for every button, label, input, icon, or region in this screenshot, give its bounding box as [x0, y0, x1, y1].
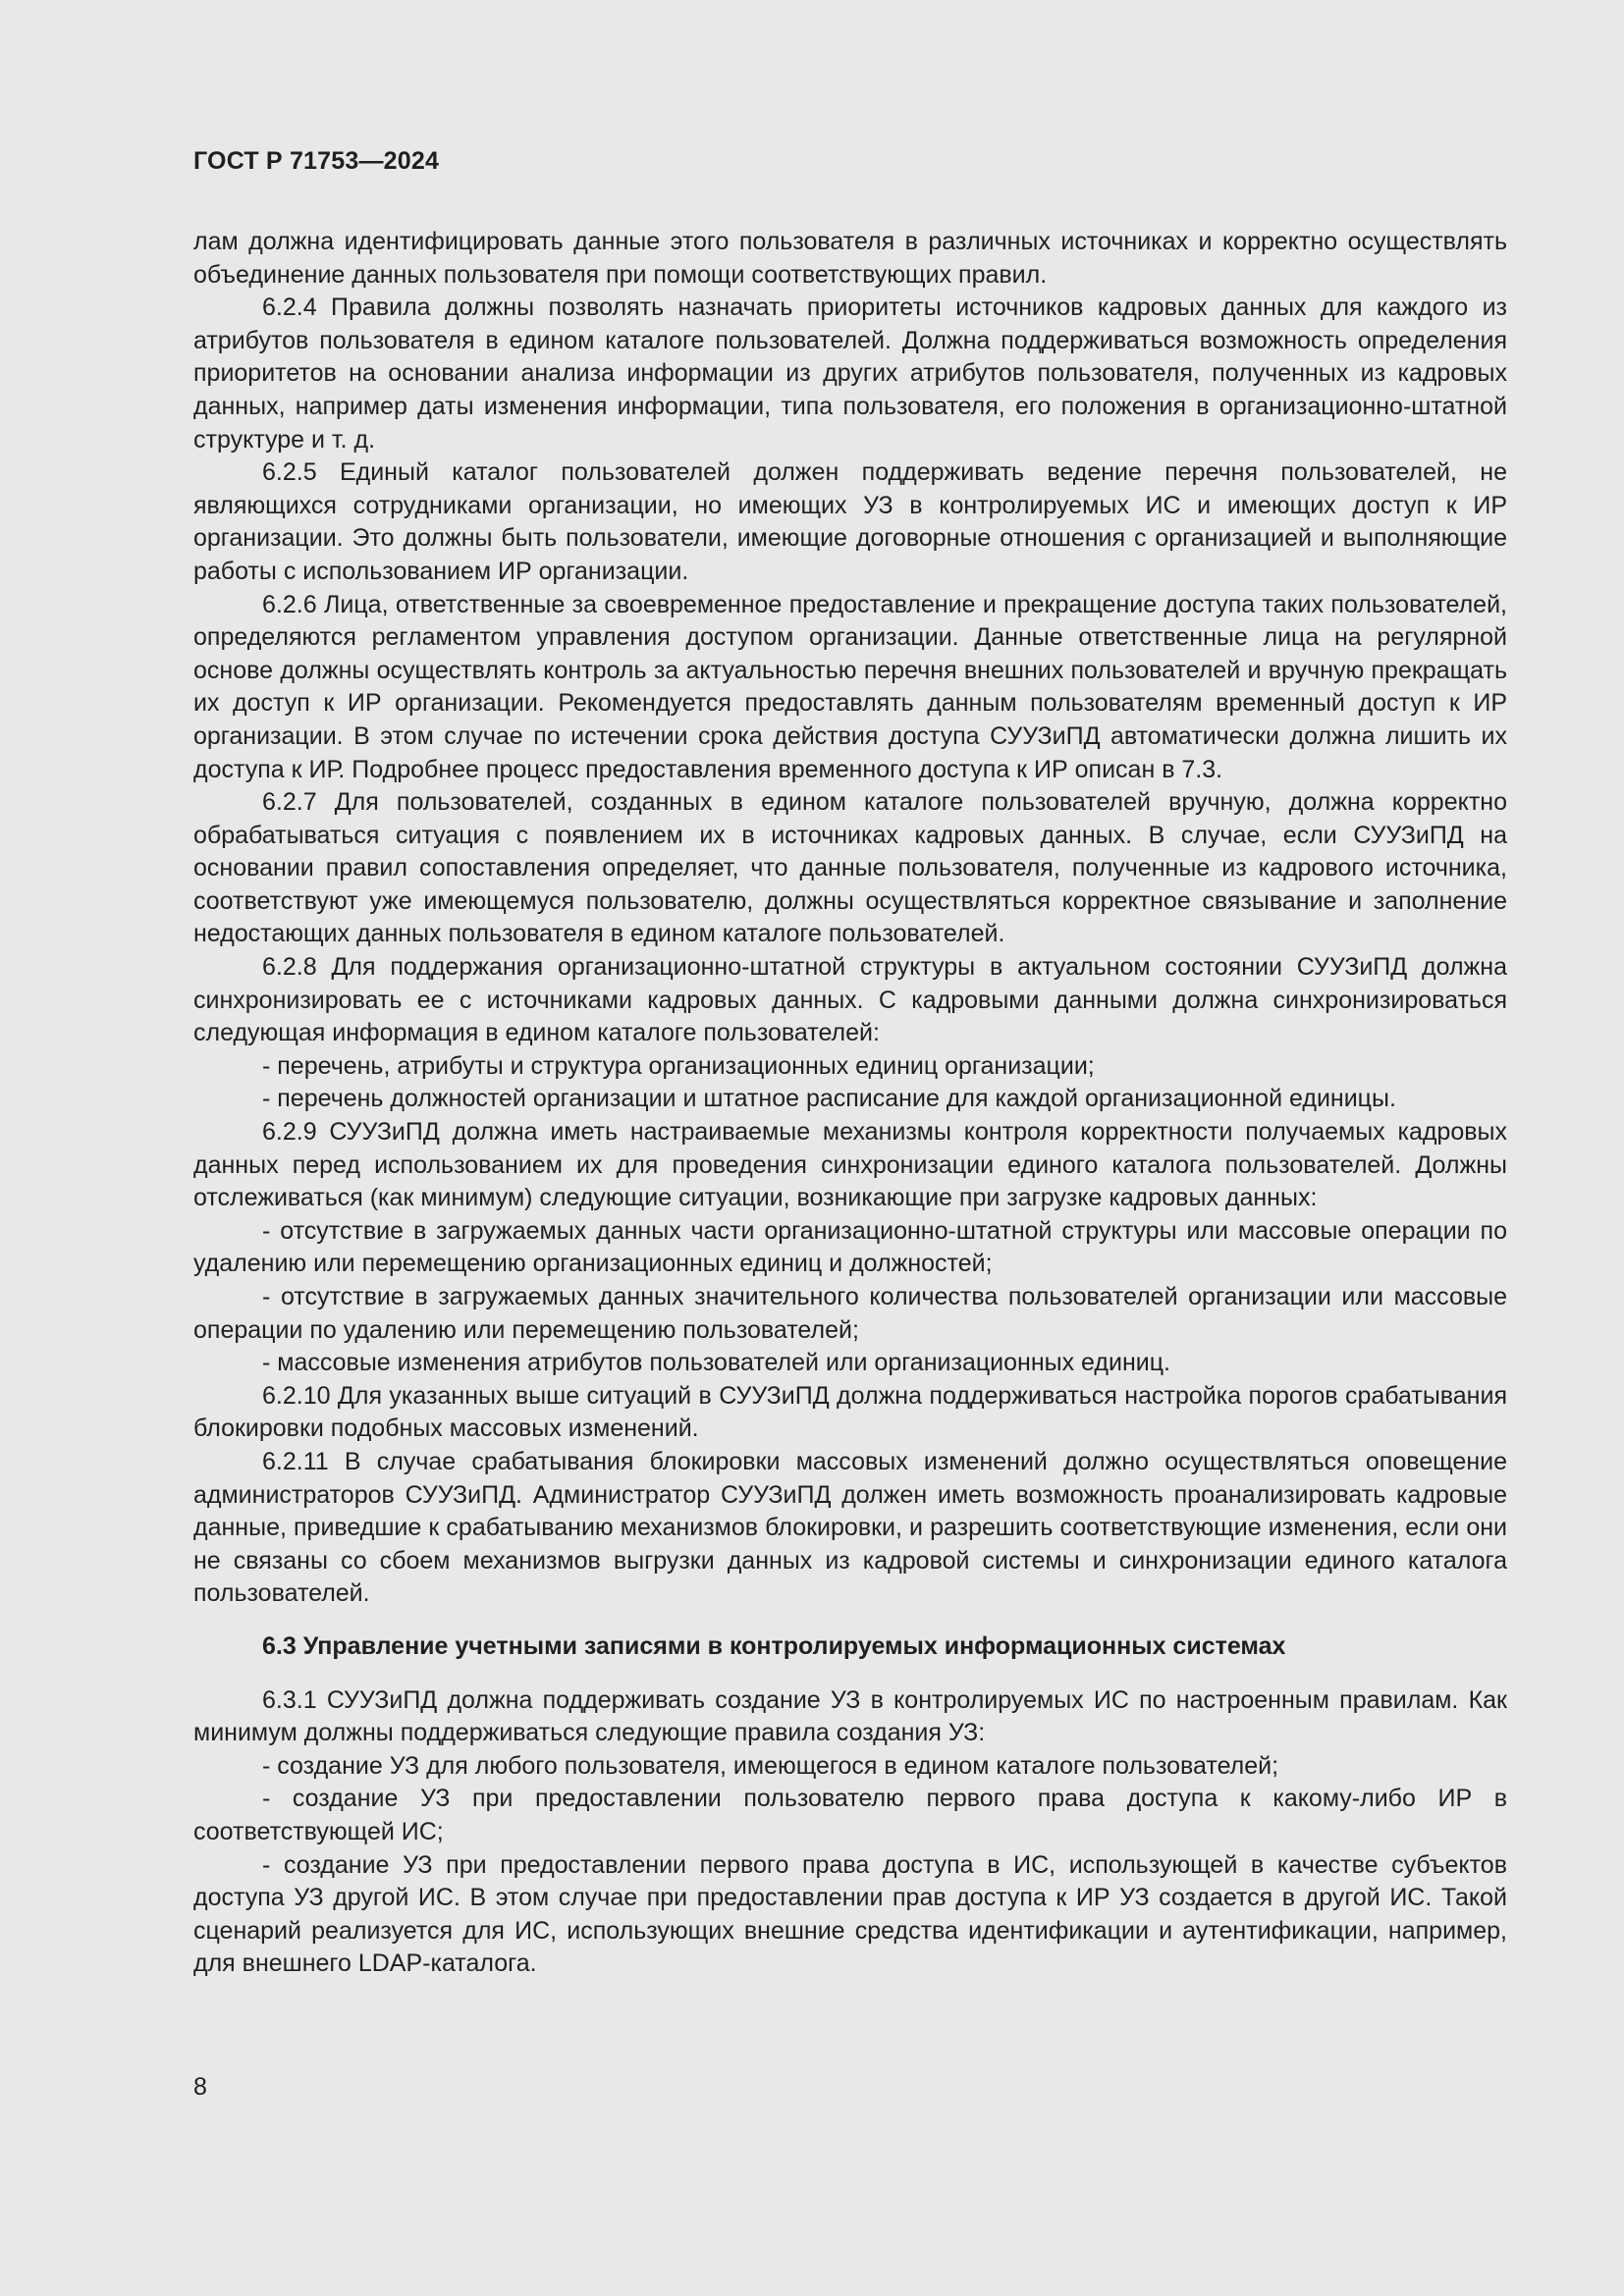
paragraph-6-2-10: 6.2.10 Для указанных выше ситуаций в СУУЗиПД должна поддерживаться настройка порогов срабатывания блокировки подобных массовых изменений. [193, 1381, 1507, 1443]
paragraph-6-2-11: 6.2.11 В случае срабатывания блокировки массовых изменений должно осуществляться оповещение администраторов СУУЗиПД. Администратор СУУЗиПД должен иметь возможность проанализировать кадровые данные, приведшие к срабатыванию механизмов блокировки, и разрешить соответствующие изменения, если они не связаны со сбоем механизмов выгрузки данных из кадровой системы и синхронизации единого каталога пользователей. [193, 1447, 1507, 1608]
paragraph-6-2-4: 6.2.4 Правила должны позволять назначать приоритеты источников кадровых данных для каждого из атрибутов пользователя в едином каталоге пользователей. Должна поддерживаться возможность определения приоритетов на основании анализа информации из других атрибутов пользователя, полученных из кадровых данных, например даты изменения информации, типа пользователя, его положения в организационно-штатной структуре и т. д. [193, 294, 1507, 454]
paragraph-6-2-5: 6.2.5 Единый каталог пользователей должен поддерживать ведение перечня пользователей, не являющихся сотрудниками организации, но имеющих УЗ в контролируемых ИС и имеющих доступ к ИР организации. Это должны быть пользователи, имеющие договорные отношения с организацией и выполняющие работы с использованием ИР организации. [193, 458, 1507, 585]
list-item: - массовые изменения атрибутов пользователей или организационных единиц. [262, 1349, 1170, 1377]
list-item: - создание УЗ при предоставлении первого права доступа в ИС, использующей в качестве субъектов доступа УЗ другой ИС. В этом случае при предоставлении прав доступа к ИР УЗ создается в другой ИС. Такой сценарий реализуется для ИС, использующих внешние средства идентификации и аутентификации, например, для внешнего LDAP-каталога. [193, 1850, 1507, 1978]
paragraph-6-2-6: 6.2.6 Лица, ответственные за своевременное предоставление и прекращение доступа таких пользователей, определяются регламентом управления доступом организации. Данные ответственные лица на регулярной основе должны осуществлять контроль за актуальностью перечня внешних пользователей и вручную прекращать их доступ к ИР организации. Рекомендуется предоставлять данным пользователям временный доступ к ИР организации. В этом случае по истечении срока действия доступа СУУЗиПД автоматически должна лишить их доступа к ИР. Подробнее процесс предоставления временного доступа к ИР описан в 7.3. [193, 590, 1507, 783]
paragraph-continuation: лам должна идентифицировать данные этого пользователя в различных источниках и корректно осуществлять объединение данных пользователя при помощи соответствующих правил. [193, 228, 1507, 289]
page-header-standard-id: ГОСТ Р 71753—2024 [193, 147, 440, 175]
list-item: - перечень должностей организации и штатное расписание для каждой организационной единицы. [262, 1085, 1396, 1113]
paragraph-6-2-9: 6.2.9 СУУЗиПД должна иметь настраиваемые механизмы контроля корректности получаемых кадровых данных перед использованием их для проведения синхронизации единого каталога пользователей. Должны отслеживаться (как минимум) следующие ситуации, возникающие при загрузке кадровых данных: [193, 1118, 1507, 1212]
list-item: - создание УЗ для любого пользователя, имеющегося в едином каталоге пользователей; [262, 1751, 1279, 1780]
list-item: - перечень, атрибуты и структура организационных единиц организации; [262, 1051, 1095, 1080]
list-item: - создание УЗ при предоставлении пользователю первого права доступа к какому-либо ИР в соответствующей ИС; [193, 1785, 1507, 1845]
paragraph-6-2-8: 6.2.8 Для поддержания организационно-штатной структуры в актуальном состоянии СУУЗиПД должна синхронизировать ее с источниками кадровых данных. С кадровыми данными должна синхронизироваться следующая информация в едином каталоге пользователей: [193, 953, 1507, 1047]
page-number: 8 [193, 2073, 207, 2101]
list-item: - отсутствие в загружаемых данных части организационно-штатной структуры или массовые операции по удалению или перемещению организационных единиц и должностей; [193, 1216, 1507, 1278]
page-body [193, 226, 1507, 1981]
paragraph-6-3-1: 6.3.1 СУУЗиПД должна поддерживать создание УЗ в контролируемых ИС по настроенным правилам. Как минимум должны поддерживаться следующие правила создания УЗ: [193, 1685, 1507, 1747]
paragraph-6-2-7: 6.2.7 Для пользователей, созданных в едином каталоге пользователей вручную, должна корректно обрабатываться ситуация с появлением их в источниках кадровых данных. В случае, если СУУЗиПД на основании правил сопоставления определяет, что данные пользователя, полученные из кадрового источника, соответствуют уже имеющемуся пользователю, должны осуществляться корректное связывание и заполнение недостающих данных пользователя в едином каталоге пользователей. [193, 788, 1507, 948]
list-item: - отсутствие в загружаемых данных значительного количества пользователей организации или массовые операции по удалению или перемещению пользователей; [193, 1283, 1507, 1344]
section-heading-6-3: 6.3 Управление учетными записями в контролируемых информационных системах [262, 1631, 1286, 1660]
